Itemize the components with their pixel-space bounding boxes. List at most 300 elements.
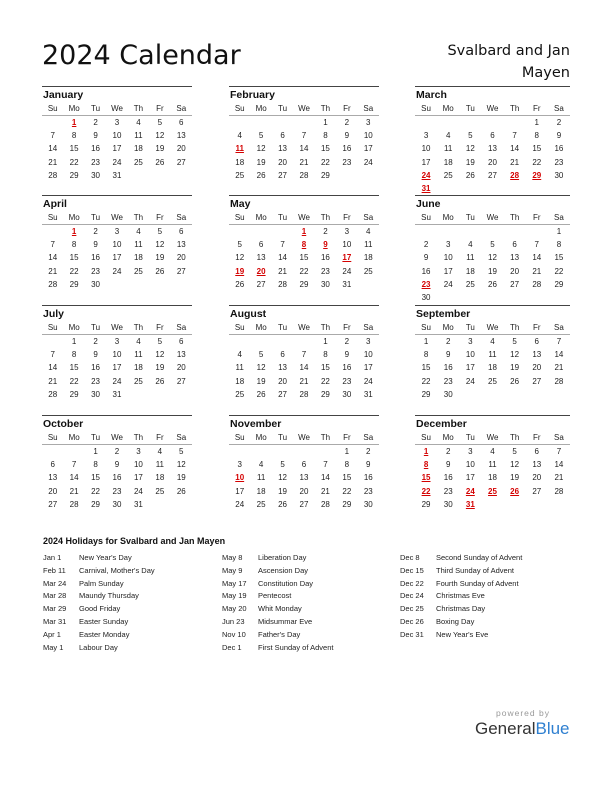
day-cell: 4: [237, 131, 242, 141]
weekday-header: Mo: [63, 432, 84, 445]
month-divider: [415, 305, 570, 306]
day-cell: 3: [423, 131, 429, 141]
day-cell: 28: [320, 499, 330, 509]
day-cell: 17: [112, 363, 122, 373]
holiday-name: Fourth Sunday of Advent: [436, 578, 519, 588]
day-cell: 26: [465, 170, 475, 180]
holiday-name: New Year's Day: [79, 553, 132, 562]
holiday-column-2: [222, 552, 333, 654]
month-divider: [415, 195, 570, 196]
day-cell: 19: [488, 266, 497, 276]
day-cell: 16: [443, 363, 453, 373]
month-divider: [42, 305, 192, 306]
empty-day-cell: [42, 335, 63, 348]
day-cell: 21: [299, 376, 309, 386]
holiday-date: Jan 1: [43, 553, 62, 562]
day-cell: 14: [299, 363, 309, 373]
day-cell: 16: [554, 144, 564, 154]
weekday-header: Fr: [336, 212, 357, 225]
day-cell: 5: [280, 460, 285, 470]
day-cell: 16: [320, 253, 330, 263]
day-cell: 5: [157, 337, 163, 346]
holiday-row: [43, 603, 155, 616]
day-cell: 1: [323, 118, 328, 127]
weekday-header: Tu: [85, 103, 106, 116]
day-cell: 3: [344, 227, 350, 236]
day-cell: 28: [532, 279, 542, 289]
empty-day-cell: [250, 116, 271, 129]
holiday-name: New Year's Eve: [436, 629, 489, 639]
day-cell: 15: [299, 253, 309, 263]
holiday-name: Maundy Thursday: [79, 591, 139, 601]
empty-day-cell: [293, 116, 314, 129]
empty-day-cell: [293, 335, 314, 348]
empty-day-cell: [272, 116, 293, 129]
day-cell: 16: [421, 266, 431, 276]
day-cell: 30: [91, 389, 101, 399]
day-cell: 21: [278, 266, 288, 276]
day-cell: 4: [136, 227, 141, 236]
day-cell: 10: [363, 131, 373, 141]
day-cell: 6: [179, 227, 184, 236]
holiday-date: May 8: [222, 553, 243, 562]
day-cell: 23: [91, 157, 101, 167]
day-cell: 10: [112, 350, 122, 360]
weekday-header: We: [293, 432, 314, 445]
weekday-header: Fr: [336, 432, 357, 445]
day-cell: 18: [133, 144, 143, 154]
day-cell: 14: [48, 253, 58, 263]
holiday-date: May 17: [222, 578, 247, 588]
day-cell: 18: [133, 253, 143, 263]
day-cell: 4: [468, 240, 473, 250]
day-grid: [42, 432, 192, 511]
day-cell: 22: [69, 376, 79, 386]
weekday-header: We: [481, 322, 503, 335]
day-cell: 17: [443, 266, 453, 276]
weekday-header: Mo: [63, 322, 84, 335]
day-cell: 28: [554, 376, 564, 386]
day-cell: 11: [134, 240, 143, 250]
day-cell: 25: [235, 170, 245, 180]
holiday-date: Dec 26: [400, 616, 424, 626]
day-cell: 10: [342, 240, 352, 250]
weekday-header: We: [481, 103, 503, 116]
day-cell: 3: [114, 227, 120, 236]
day-cell: 18: [155, 473, 165, 483]
day-cell: 8: [71, 240, 77, 250]
day-cell: 23: [112, 486, 122, 496]
holiday-day-cell: 8: [301, 240, 307, 250]
day-cell: 2: [323, 227, 328, 236]
day-cell: 27: [532, 486, 542, 496]
holiday-name: Liberation Day: [258, 553, 307, 562]
day-cell: 12: [155, 240, 165, 250]
holiday-row: [43, 629, 155, 642]
holiday-row: [43, 565, 155, 578]
holiday-date: Dec 31: [400, 629, 424, 639]
holiday-date: Mar 31: [43, 616, 67, 626]
day-cell: 7: [71, 460, 77, 470]
day-cell: 5: [512, 447, 517, 456]
empty-day-cell: [42, 445, 63, 458]
day-cell: 14: [320, 473, 330, 483]
holiday-day-cell: 10: [235, 473, 245, 483]
holiday-row: [222, 629, 333, 642]
weekday-header: Fr: [336, 103, 357, 116]
day-cell: 18: [256, 486, 266, 496]
holiday-name: Christmas Day: [436, 604, 486, 614]
day-cell: 31: [112, 170, 122, 180]
day-cell: 19: [155, 363, 165, 373]
weekday-header: Th: [128, 322, 149, 335]
day-cell: 22: [320, 376, 330, 386]
day-cell: 14: [48, 144, 58, 154]
weekday-header: Su: [42, 212, 63, 225]
weekday-header: Fr: [526, 103, 548, 116]
month-september: [415, 305, 570, 401]
holiday-date: Mar 24: [43, 578, 67, 588]
holiday-column-1: [43, 552, 155, 654]
empty-day-cell: [504, 116, 526, 129]
day-cell: 24: [112, 266, 122, 276]
day-cell: 9: [423, 253, 429, 263]
holiday-row: [400, 552, 522, 565]
weekday-header: Th: [315, 103, 336, 116]
day-cell: 31: [342, 279, 352, 289]
weekday-header: Tu: [459, 103, 481, 116]
day-cell: 2: [556, 118, 562, 127]
weekday-header: Fr: [526, 432, 548, 445]
holiday-day-cell: 1: [301, 227, 307, 236]
day-cell: 23: [342, 376, 352, 386]
weekday-header: Mo: [437, 103, 459, 116]
day-cell: 2: [93, 227, 98, 236]
day-cell: 30: [421, 292, 431, 302]
weekday-header: Fr: [149, 322, 170, 335]
day-cell: 1: [71, 337, 77, 346]
day-cell: 17: [112, 253, 122, 263]
weekday-header: Th: [315, 432, 336, 445]
holiday-date: May 1: [43, 642, 64, 652]
month-october: [42, 415, 192, 511]
day-cell: 4: [136, 337, 141, 346]
day-cell: 20: [510, 266, 520, 276]
day-cell: 15: [421, 363, 431, 373]
day-cell: 27: [299, 499, 309, 509]
page-title: 2024 Calendar: [42, 40, 241, 71]
holiday-row: [400, 603, 522, 616]
day-cell: 20: [299, 486, 309, 496]
weekday-header: Mo: [437, 322, 459, 335]
empty-day-cell: [459, 116, 481, 129]
holiday-row: [400, 578, 522, 591]
holiday-name: Second Sunday of Advent: [436, 553, 523, 562]
holiday-date: Dec 22: [400, 578, 424, 588]
day-cell: 17: [363, 144, 373, 154]
month-name: April: [43, 198, 67, 210]
holiday-date: Feb 11: [43, 565, 66, 575]
day-cell: 30: [91, 170, 101, 180]
holiday-day-cell: 23: [421, 279, 431, 289]
day-cell: 4: [237, 350, 242, 360]
day-cell: 6: [490, 131, 495, 141]
day-cell: 27: [510, 279, 520, 289]
brand-logo[interactable]: [475, 719, 570, 739]
day-cell: 22: [532, 157, 542, 167]
holiday-name: Carnival, Mother's Day: [79, 565, 155, 575]
day-cell: 8: [556, 240, 562, 250]
day-cell: 16: [342, 363, 352, 373]
day-cell: 5: [468, 131, 473, 141]
day-cell: 11: [444, 144, 453, 154]
day-cell: 25: [155, 486, 165, 496]
holiday-date: Dec 8: [400, 553, 420, 562]
holiday-date: Dec 25: [400, 604, 424, 614]
weekday-header: Th: [315, 212, 336, 225]
day-cell: 8: [534, 131, 539, 141]
day-cell: 7: [50, 240, 55, 250]
day-cell: 26: [510, 376, 520, 386]
day-cell: 28: [299, 170, 309, 180]
day-cell: 11: [466, 253, 475, 263]
day-cell: 28: [48, 279, 58, 289]
weekday-header: Fr: [526, 322, 548, 335]
holiday-name: Whit Monday: [258, 604, 302, 614]
day-cell: 25: [488, 376, 497, 386]
weekday-header: Su: [42, 432, 63, 445]
day-cell: 27: [278, 170, 288, 180]
day-cell: 24: [443, 279, 453, 289]
weekday-header: Th: [128, 212, 149, 225]
holiday-day-cell: 31: [465, 499, 475, 509]
month-divider: [415, 415, 570, 416]
day-cell: 26: [155, 266, 165, 276]
day-cell: 24: [363, 157, 373, 167]
month-name: May: [230, 198, 251, 210]
weekday-header: Mo: [63, 212, 84, 225]
empty-day-cell: [415, 225, 437, 238]
holiday-row: [43, 616, 155, 629]
weekday-header: Tu: [272, 212, 293, 225]
day-cell: 13: [278, 144, 288, 154]
day-cell: 18: [363, 253, 373, 263]
day-cell: 23: [363, 486, 373, 496]
empty-day-cell: [250, 225, 271, 238]
day-cell: 31: [133, 499, 143, 509]
day-cell: 15: [69, 253, 79, 263]
weekday-header: Tu: [85, 432, 106, 445]
day-cell: 13: [176, 350, 186, 360]
weekday-header: Th: [504, 322, 526, 335]
day-cell: 20: [488, 157, 497, 167]
day-cell: 30: [443, 389, 453, 399]
day-cell: 30: [320, 279, 330, 289]
day-cell: 29: [69, 170, 79, 180]
day-cell: 20: [176, 253, 186, 263]
day-cell: 29: [342, 499, 352, 509]
holiday-name: Pentecost: [258, 591, 292, 601]
day-cell: 20: [48, 486, 58, 496]
day-cell: 15: [342, 473, 352, 483]
day-cell: 22: [342, 486, 352, 496]
day-cell: 22: [91, 486, 101, 496]
day-cell: 22: [299, 266, 309, 276]
day-cell: 12: [465, 144, 475, 154]
weekday-header: Fr: [149, 212, 170, 225]
day-cell: 4: [490, 447, 495, 456]
holiday-day-cell: 8: [423, 460, 429, 470]
empty-day-cell: [504, 225, 526, 238]
day-cell: 13: [532, 460, 542, 470]
day-cell: 8: [323, 350, 328, 360]
day-grid: [415, 432, 570, 511]
day-cell: 4: [490, 337, 495, 346]
month-name: November: [230, 418, 282, 430]
day-cell: 24: [133, 486, 143, 496]
day-cell: 15: [532, 144, 542, 154]
day-cell: 7: [301, 350, 307, 360]
day-cell: 25: [363, 266, 373, 276]
day-cell: 15: [69, 363, 79, 373]
month-february: [229, 86, 379, 182]
day-cell: 4: [258, 460, 264, 470]
month-divider: [42, 86, 192, 87]
day-cell: 19: [465, 157, 475, 167]
weekday-header: Su: [229, 432, 250, 445]
month-december: [415, 415, 570, 511]
day-cell: 8: [423, 350, 429, 360]
day-cell: 10: [465, 460, 475, 470]
day-cell: 30: [554, 170, 564, 180]
day-cell: 3: [136, 447, 141, 456]
weekday-header: We: [293, 212, 314, 225]
day-cell: 14: [510, 144, 520, 154]
day-cell: 28: [278, 279, 288, 289]
holiday-name: Palm Sunday: [79, 578, 124, 588]
holiday-name: Christmas Eve: [436, 591, 485, 601]
day-cell: 4: [157, 447, 163, 456]
weekday-header: Mo: [250, 432, 271, 445]
weekday-header: Th: [315, 322, 336, 335]
day-cell: 18: [465, 266, 475, 276]
weekday-header: Mo: [250, 212, 271, 225]
empty-day-cell: [293, 445, 314, 458]
day-cell: 16: [443, 473, 453, 483]
month-divider: [229, 195, 379, 196]
day-cell: 3: [445, 240, 451, 250]
day-cell: 4: [366, 227, 371, 236]
day-cell: 6: [50, 460, 55, 470]
empty-day-cell: [250, 335, 271, 348]
month-name: July: [43, 308, 65, 320]
empty-day-cell: [272, 225, 293, 238]
holiday-day-cell: 11: [235, 144, 244, 154]
day-cell: 13: [48, 473, 58, 483]
day-cell: 26: [278, 499, 288, 509]
holiday-row: [222, 590, 333, 603]
day-cell: 14: [554, 460, 564, 470]
weekday-header: Th: [128, 432, 149, 445]
day-cell: 2: [344, 118, 350, 127]
month-june: [415, 195, 570, 304]
day-cell: 21: [299, 157, 309, 167]
holiday-date: Mar 29: [43, 604, 67, 614]
day-grid: [229, 103, 379, 182]
holiday-date: May 9: [222, 565, 243, 575]
empty-day-cell: [63, 445, 84, 458]
day-cell: 8: [344, 460, 350, 470]
day-cell: 8: [93, 460, 98, 470]
day-cell: 13: [299, 473, 309, 483]
weekday-header: Sa: [358, 432, 379, 445]
day-cell: 9: [366, 460, 371, 470]
day-cell: 7: [534, 240, 539, 250]
day-cell: 11: [488, 350, 497, 360]
weekday-header: Sa: [171, 322, 192, 335]
weekday-header: Sa: [548, 432, 570, 445]
day-cell: 18: [133, 363, 143, 373]
weekday-header: Tu: [85, 212, 106, 225]
day-cell: 5: [157, 227, 163, 236]
day-grid: [229, 322, 379, 401]
holiday-date: Nov 10: [222, 629, 246, 639]
month-divider: [415, 86, 570, 87]
day-cell: 27: [488, 170, 497, 180]
weekday-header: Sa: [358, 212, 379, 225]
day-cell: 17: [112, 144, 122, 154]
weekday-header: Tu: [85, 322, 106, 335]
day-cell: 10: [363, 350, 373, 360]
holiday-name: Easter Monday: [79, 629, 130, 639]
day-cell: 17: [363, 363, 373, 373]
holiday-day-cell: 24: [465, 486, 475, 496]
day-cell: 28: [48, 170, 58, 180]
day-cell: 27: [176, 157, 186, 167]
holiday-row: [43, 590, 155, 603]
day-cell: 19: [256, 376, 266, 386]
day-cell: 22: [69, 266, 79, 276]
day-cell: 23: [342, 157, 352, 167]
day-cell: 20: [176, 144, 186, 154]
brand-part2: Blue: [535, 719, 570, 738]
day-grid: [229, 212, 379, 291]
weekday-header: Sa: [358, 322, 379, 335]
day-cell: 12: [510, 460, 520, 470]
day-cell: 21: [554, 363, 564, 373]
day-cell: 6: [258, 240, 264, 250]
month-march: [415, 86, 570, 195]
day-cell: 23: [443, 376, 453, 386]
day-cell: 25: [465, 279, 475, 289]
day-cell: 9: [93, 350, 98, 360]
day-cell: 26: [155, 157, 165, 167]
day-cell: 29: [320, 170, 330, 180]
day-cell: 1: [93, 447, 98, 456]
day-cell: 24: [342, 266, 352, 276]
empty-day-cell: [437, 225, 459, 238]
weekday-header: Sa: [548, 103, 570, 116]
holidays-title: 2024 Holidays for Svalbard and Jan Mayen: [43, 536, 226, 546]
day-cell: 10: [133, 460, 143, 470]
weekday-header: We: [481, 432, 503, 445]
day-cell: 17: [235, 486, 245, 496]
holiday-row: [222, 603, 333, 616]
empty-day-cell: [481, 225, 503, 238]
day-cell: 5: [237, 240, 242, 250]
day-cell: 19: [155, 253, 165, 263]
day-cell: 14: [554, 350, 564, 360]
